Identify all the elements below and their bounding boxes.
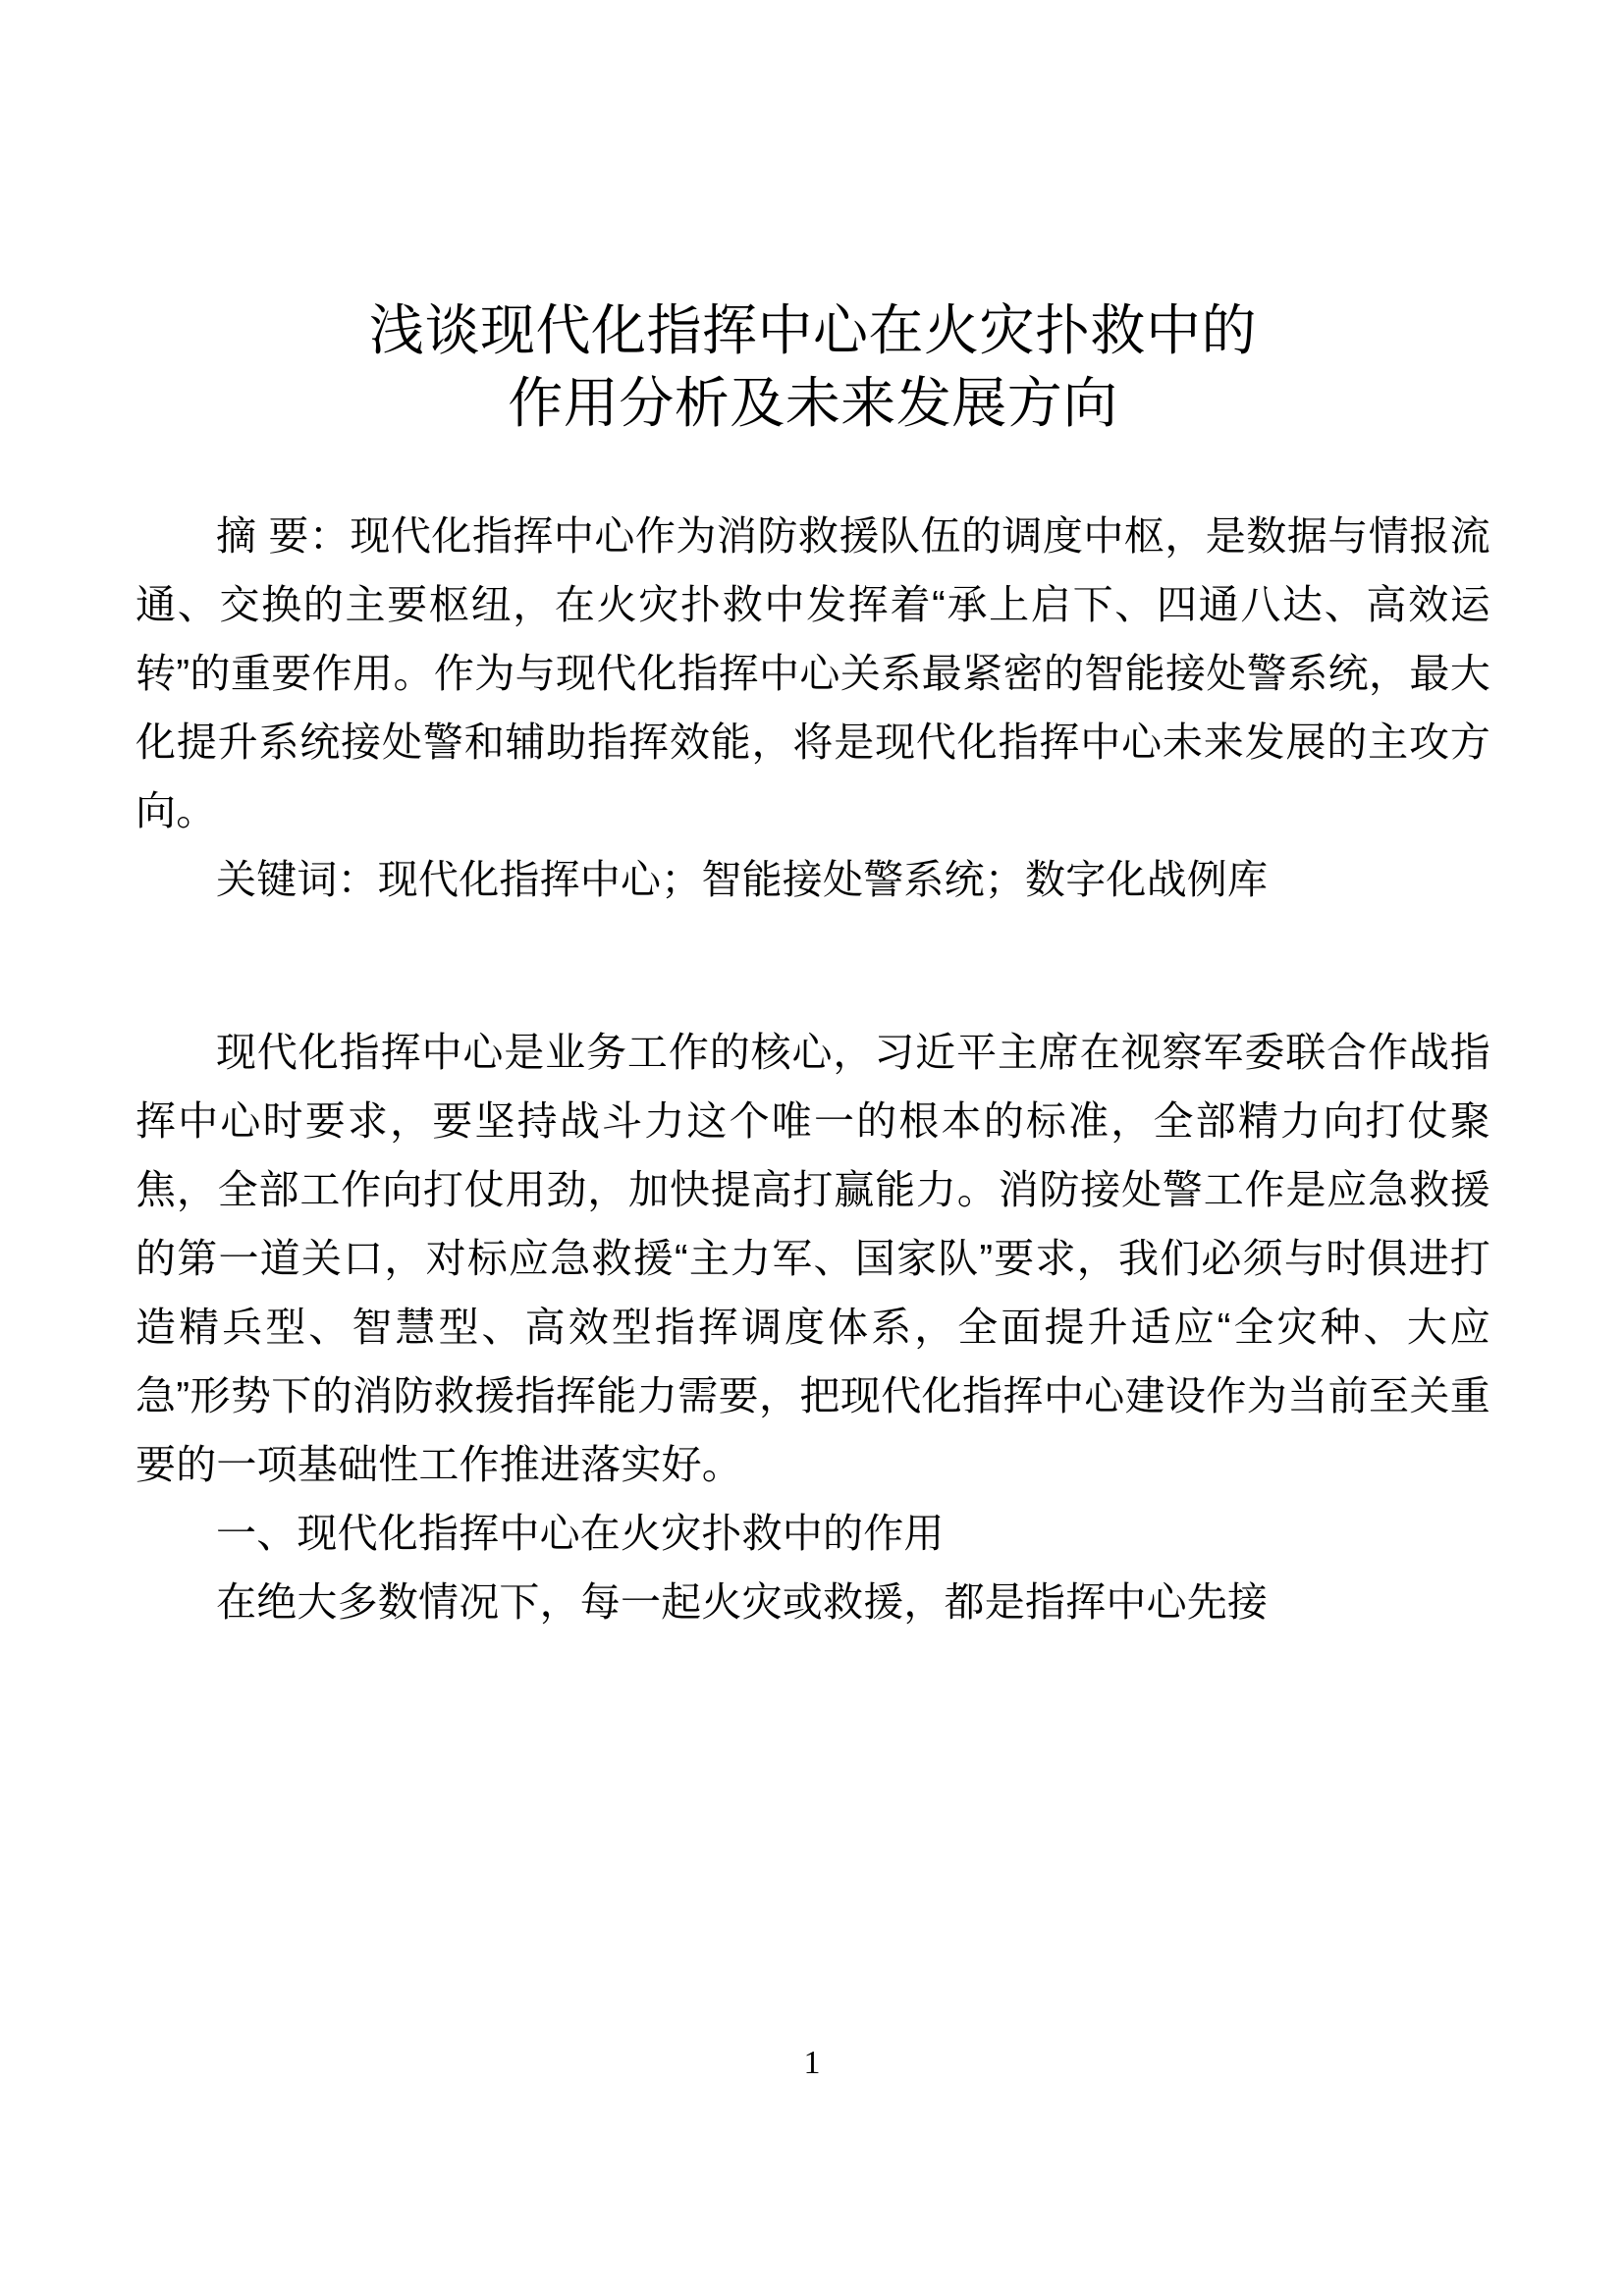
title-line-1: 浅谈现代化指挥中心在火灾扑救中的 [369,299,1257,361]
keywords-paragraph: 关键词：现代化指挥中心；智能接处警系统；数字化战例库 [216,856,1269,902]
section-heading-1: 一、现代化指挥中心在火灾扑救中的作用 [216,1510,945,1556]
page-title [135,294,1490,441]
abstract-block [135,502,1490,914]
page-content [135,0,1490,1636]
title-line-2: 作用分析及未来发展方向 [508,372,1118,435]
body-paragraph-1: 现代化指挥中心是业务工作的核心，习近平主席在视察军委联合作战指挥中心时要求，要坚持战斗力这个唯一的根本的标准，全部精力向打仗聚焦，全部工作向打仗用劲，加快提高打赢能力。消防接处警工作是应急救援的第一道关口，对标应急救援“主力军、国家队”要求，我们必须与时俱进打造精兵型、智慧型、高效型指挥调度体系，全面提升适应“全灾种、大应急”形势下的消防救援指挥能力需要，把现代化指挥中心建设作为当前至关重要的一项基础性工作推进落实好。 [135,1029,1490,1487]
body-block [135,1018,1490,1636]
abstract-paragraph: 摘 要：现代化指挥中心作为消防救援队伍的调度中枢，是数据与情报流通、交换的主要枢纽，在火灾扑救中发挥着“承上启下、四通八达、高效运转”的重要作用。作为与现代化指挥中心关系最紧密的智能接处警系统，最大化提升系统接处警和辅助指挥效能，将是现代化指挥中心未来发展的主攻方向。 [135,512,1490,833]
title-block [135,0,1490,441]
page-number: 1 [803,2045,821,2081]
body-paragraph-2: 在绝大多数情况下，每一起火灾或救援，都是指挥中心先接 [216,1578,1269,1625]
section-spacer [135,914,1490,1018]
